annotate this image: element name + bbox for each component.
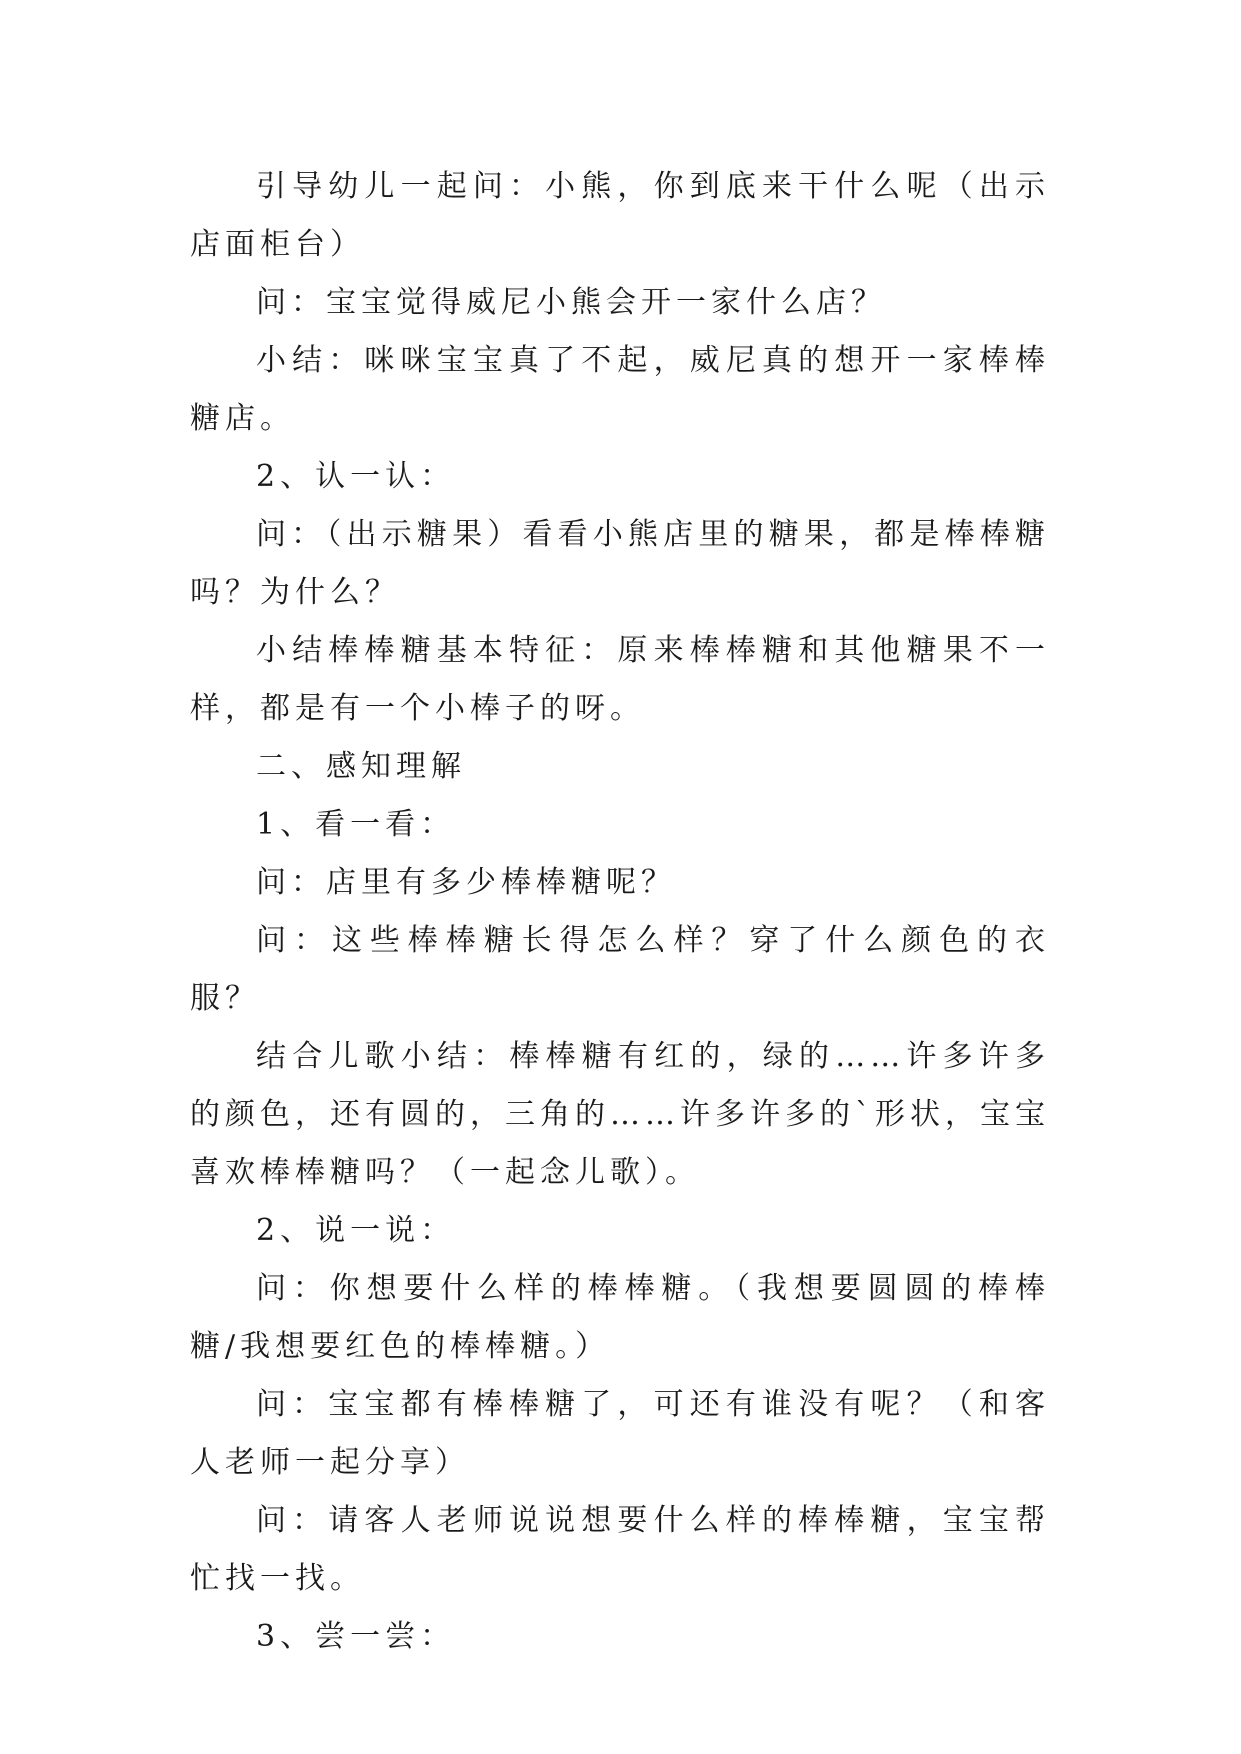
- section-heading: 2、认一认：: [256, 459, 456, 494]
- paragraph: 小结：咪咪宝宝真了不起，威尼真的想开一家棒棒糖店。: [190, 343, 1050, 436]
- paragraph: 问：请客人老师说说想要什么样的棒棒糖，宝宝帮忙找一找。: [190, 1503, 1050, 1596]
- paragraph: 问：这些棒棒糖长得怎么样？穿了什么颜色的衣服？: [190, 923, 1050, 1016]
- section-heading: 1、看一看：: [256, 807, 456, 842]
- section-heading: 二、感知理解: [256, 749, 466, 784]
- document-body: [190, 158, 1050, 1666]
- paragraph: 引导幼儿一起问：小熊，你到底来干什么呢（出示店面柜台）: [190, 169, 1050, 262]
- paragraph: 问：你想要什么样的棒棒糖。（我想要圆圆的棒棒糖/我想要红色的棒棒糖。）: [190, 1271, 1050, 1364]
- section-heading: 2、说一说：: [256, 1213, 456, 1248]
- paragraph: 结合儿歌小结：棒棒糖有红的，绿的……许多许多的颜色，还有圆的，三角的……许多许多的`形状，宝宝喜欢棒棒糖吗？（一起念儿歌）。: [190, 1039, 1050, 1190]
- paragraph: 问：（出示糖果）看看小熊店里的糖果，都是棒棒糖吗？为什么？: [190, 517, 1050, 610]
- paragraph: 小结棒棒糖基本特征：原来棒棒糖和其他糖果不一样，都是有一个小棒子的呀。: [190, 633, 1050, 726]
- paragraph: 问：店里有多少棒棒糖呢？: [256, 865, 676, 900]
- paragraph: 问：宝宝都有棒棒糖了，可还有谁没有呢？（和客人老师一起分享）: [190, 1387, 1050, 1480]
- paragraph: 问：宝宝觉得威尼小熊会开一家什么店？: [256, 285, 886, 320]
- section-heading: 3、尝一尝：: [256, 1619, 456, 1654]
